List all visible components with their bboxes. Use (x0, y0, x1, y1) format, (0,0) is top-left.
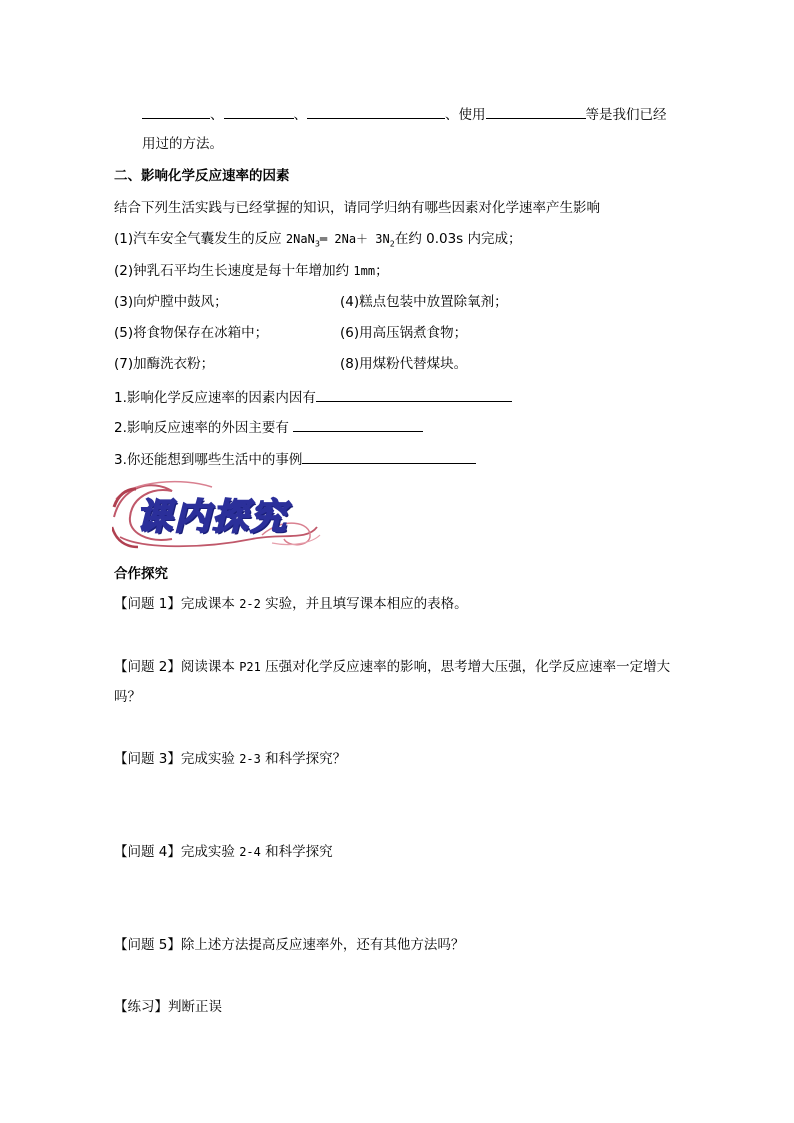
problem-text: 阅读课本 (180, 659, 240, 675)
problem-text: 实验，并且填写课本相应的表格。 (260, 596, 468, 612)
problem-text: 完成实验 (180, 844, 240, 860)
formula-subscript: 2 (389, 239, 395, 249)
page-reference: P21 (239, 660, 261, 674)
example-text: (1)汽车安全气囊发生的反应 (114, 231, 286, 247)
section-intro (114, 198, 600, 218)
example-8 (340, 354, 467, 374)
formula: 2NaN (285, 232, 315, 246)
section-heading (114, 166, 290, 186)
experiment-number: 2-3 (239, 752, 261, 766)
separator: 、 (293, 107, 307, 123)
answer-blank[interactable] (142, 103, 210, 119)
answer-blank[interactable] (293, 416, 423, 432)
answer-blank[interactable] (302, 448, 476, 464)
problem-tag: 【练习】 (114, 999, 168, 1015)
question-2 (114, 416, 423, 438)
heading-text: 二、影响化学反应速率的因素 (114, 168, 290, 184)
heading-text: 合作探究 (114, 566, 168, 582)
problem-3 (114, 749, 346, 769)
cooperative-heading (114, 564, 168, 584)
intro-text: 结合下列生活实践与已经掌握的知识，请同学归纳有哪些因素对化学速率产生影响 (114, 200, 600, 216)
example-text: ； (375, 263, 389, 279)
example-4 (340, 292, 508, 312)
problem-text: 除上述方法提高反应速率外，还有其他方法吗？ (180, 937, 465, 953)
problem-text: 完成实验 (180, 751, 240, 767)
section-banner (112, 477, 322, 549)
problem-1 (114, 594, 468, 614)
answer-blank[interactable] (224, 103, 294, 119)
example-text: (5)将食物保存在冰箱中； (114, 325, 269, 341)
problem-text: 吗？ (114, 689, 141, 705)
separator: 、使用 (445, 107, 486, 123)
problem-text: 完成课本 (180, 596, 240, 612)
problem-tag: 【问题 4】 (114, 844, 181, 860)
question-text: 3.你还能想到哪些生活中的事例 (114, 452, 303, 468)
example-text: 在约 0.03s 内完成； (394, 231, 522, 247)
problem-tag: 【问题 5】 (114, 937, 181, 953)
problem-2 (114, 657, 670, 677)
problem-text: 和科学探究 (260, 844, 333, 860)
practice (114, 997, 222, 1017)
experiment-number: 2-4 (239, 845, 261, 859)
answer-blank[interactable] (486, 103, 586, 119)
question-3 (114, 448, 476, 470)
problem-text: 压强对化学反应速率的影响，思考增大压强，化学反应速率一定增大 (260, 659, 671, 675)
question-text: 1.影响化学反应速率的因素内因有 (114, 390, 316, 406)
problem-text: 和科学探究？ (260, 751, 347, 767)
example-1 (114, 229, 522, 255)
problem-tag: 【问题 3】 (114, 751, 181, 767)
problem-tag: 【问题 1】 (114, 596, 181, 612)
example-text: (6)用高压锅煮食物； (340, 325, 468, 341)
problem-4 (114, 842, 333, 862)
fill-in-line-continuation (142, 134, 223, 154)
problem-2-continuation (114, 687, 141, 707)
problem-tag: 【问题 2】 (114, 659, 181, 675)
example-text: (2)钟乳石平均生长速度是每十年增加约 (114, 263, 354, 279)
example-6 (340, 323, 467, 343)
answer-blank[interactable] (316, 386, 512, 402)
example-3 (114, 292, 228, 312)
example-7 (114, 354, 214, 374)
banner-title: 课内探究 (136, 496, 289, 538)
formula: ═ 2Na＋ 3N (319, 232, 390, 246)
separator: 、 (210, 107, 224, 123)
measurement: 1mm (353, 264, 376, 278)
sentence-continuation: 用过的方法。 (142, 136, 223, 152)
sentence-tail: 等是我们已经 (585, 107, 667, 123)
problem-text: 判断正误 (168, 999, 222, 1015)
example-text: (3)向炉膛中鼓风； (114, 294, 228, 310)
answer-blank[interactable] (307, 103, 445, 119)
question-1 (114, 386, 512, 408)
example-text: (4)糕点包装中放置除氧剂； (340, 294, 508, 310)
fill-in-line-methods (142, 103, 667, 125)
example-2 (114, 261, 389, 281)
formula-subscript: 3 (314, 239, 320, 249)
experiment-number: 2-2 (239, 597, 261, 611)
question-text: 2.影响反应速率的外因主要有 (114, 420, 294, 436)
example-text: (8)用煤粉代替煤块。 (340, 356, 468, 372)
example-text: (7)加酶洗衣粉； (114, 356, 215, 372)
example-5 (114, 323, 268, 343)
problem-5 (114, 935, 464, 955)
